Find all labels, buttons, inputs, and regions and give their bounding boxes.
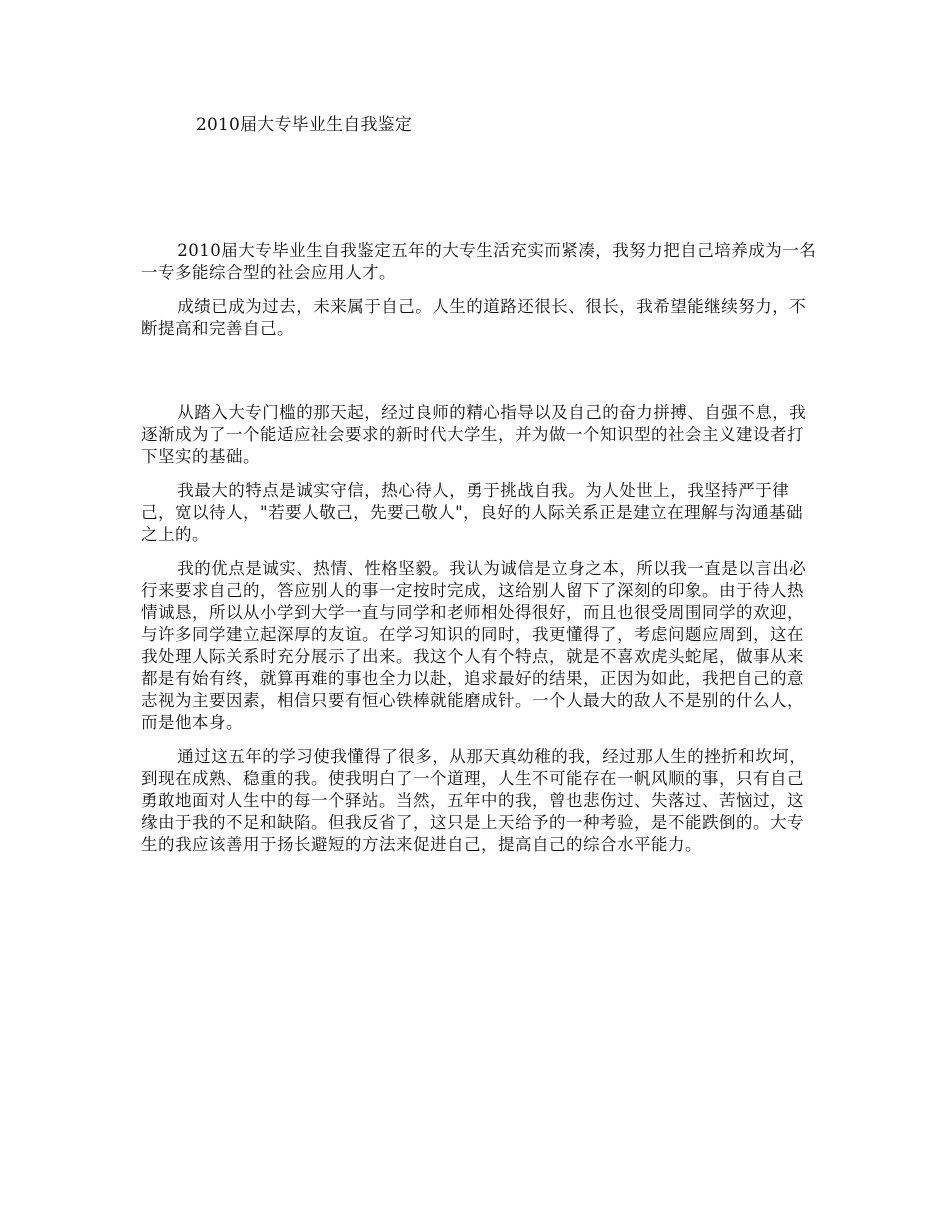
paragraph-future: 成绩已成为过去，未来属于自己。人生的道路还很长、很长，我希望能继续努力，不断提高和完善自己。 (141, 297, 807, 338)
paragraph-traits: 我最大的特点是诚实守信，热心待人，勇于挑战自我。为人处世上，我坚持严于律己，宽以待人，"若要人敬己，先要己敬人"，良好的人际关系正是建立在理解与沟通基础之上的。 (141, 481, 804, 544)
paragraph-growth: 从踏入大专门槛的那天起，经过良师的精心指导以及自己的奋力拼搏、自强不息，我逐渐成为了一个能适应社会要求的新时代大学生，并为做一个知识型的社会主义建设者打下坚实的基础。 (141, 403, 807, 466)
section-spacer (141, 352, 817, 402)
document-body (141, 240, 817, 868)
paragraph-strengths: 我的优点是诚实、热情、性格坚毅。我认为诚信是立身之本，所以我一直是以言出必行来要求自己的，答应别人的事一定按时完成，这给别人留下了深刻的印象。由于待人热情诚恳，所以从小学到大学一直与同学和老师相处得很好，而且也很受周围同学的欢迎，与许多同学建立起深厚的友谊。在学习知识的同时，我更懂得了，考虑问题应周到，这在我处理人际关系时充分展示了出来。我这个人有个特点，就是不喜欢虎头蛇尾，做事从来都是有始有终，就算再难的事也全力以赴，追求最好的结果，正因为如此，我把自己的意志视为主要因素，相信只要有恒心铁棒就能磨成针。一个人最大的敌人不是别的什么人，而是他本身。 (141, 559, 807, 732)
paragraph-reflection: 通过这五年的学习使我懂得了很多，从那天真幼稚的我，经过那人生的挫折和坎坷，到现在成熟、稳重的我。使我明白了一个道理，人生不可能存在一帆风顺的事，只有自己勇敢地面对人生中的每一个驿站。当然，五年中的我，曾也悲伤过、失落过、苦恼过，这缘由于我的不足和缺陷。但我反省了，这只是上天给予的一种考验，是不能跌倒的。大专生的我应该善用于扬长避短的方法来促进自己，提高自己的综合水平能力。 (141, 747, 807, 854)
document-title: 2010届大专毕业生自我鉴定 (196, 115, 413, 135)
paragraph-intro: 2010届大专毕业生自我鉴定五年的大专生活充实而紧凑，我努力把自己培养成为一名一专多能综合型的社会应用人才。 (141, 241, 817, 282)
